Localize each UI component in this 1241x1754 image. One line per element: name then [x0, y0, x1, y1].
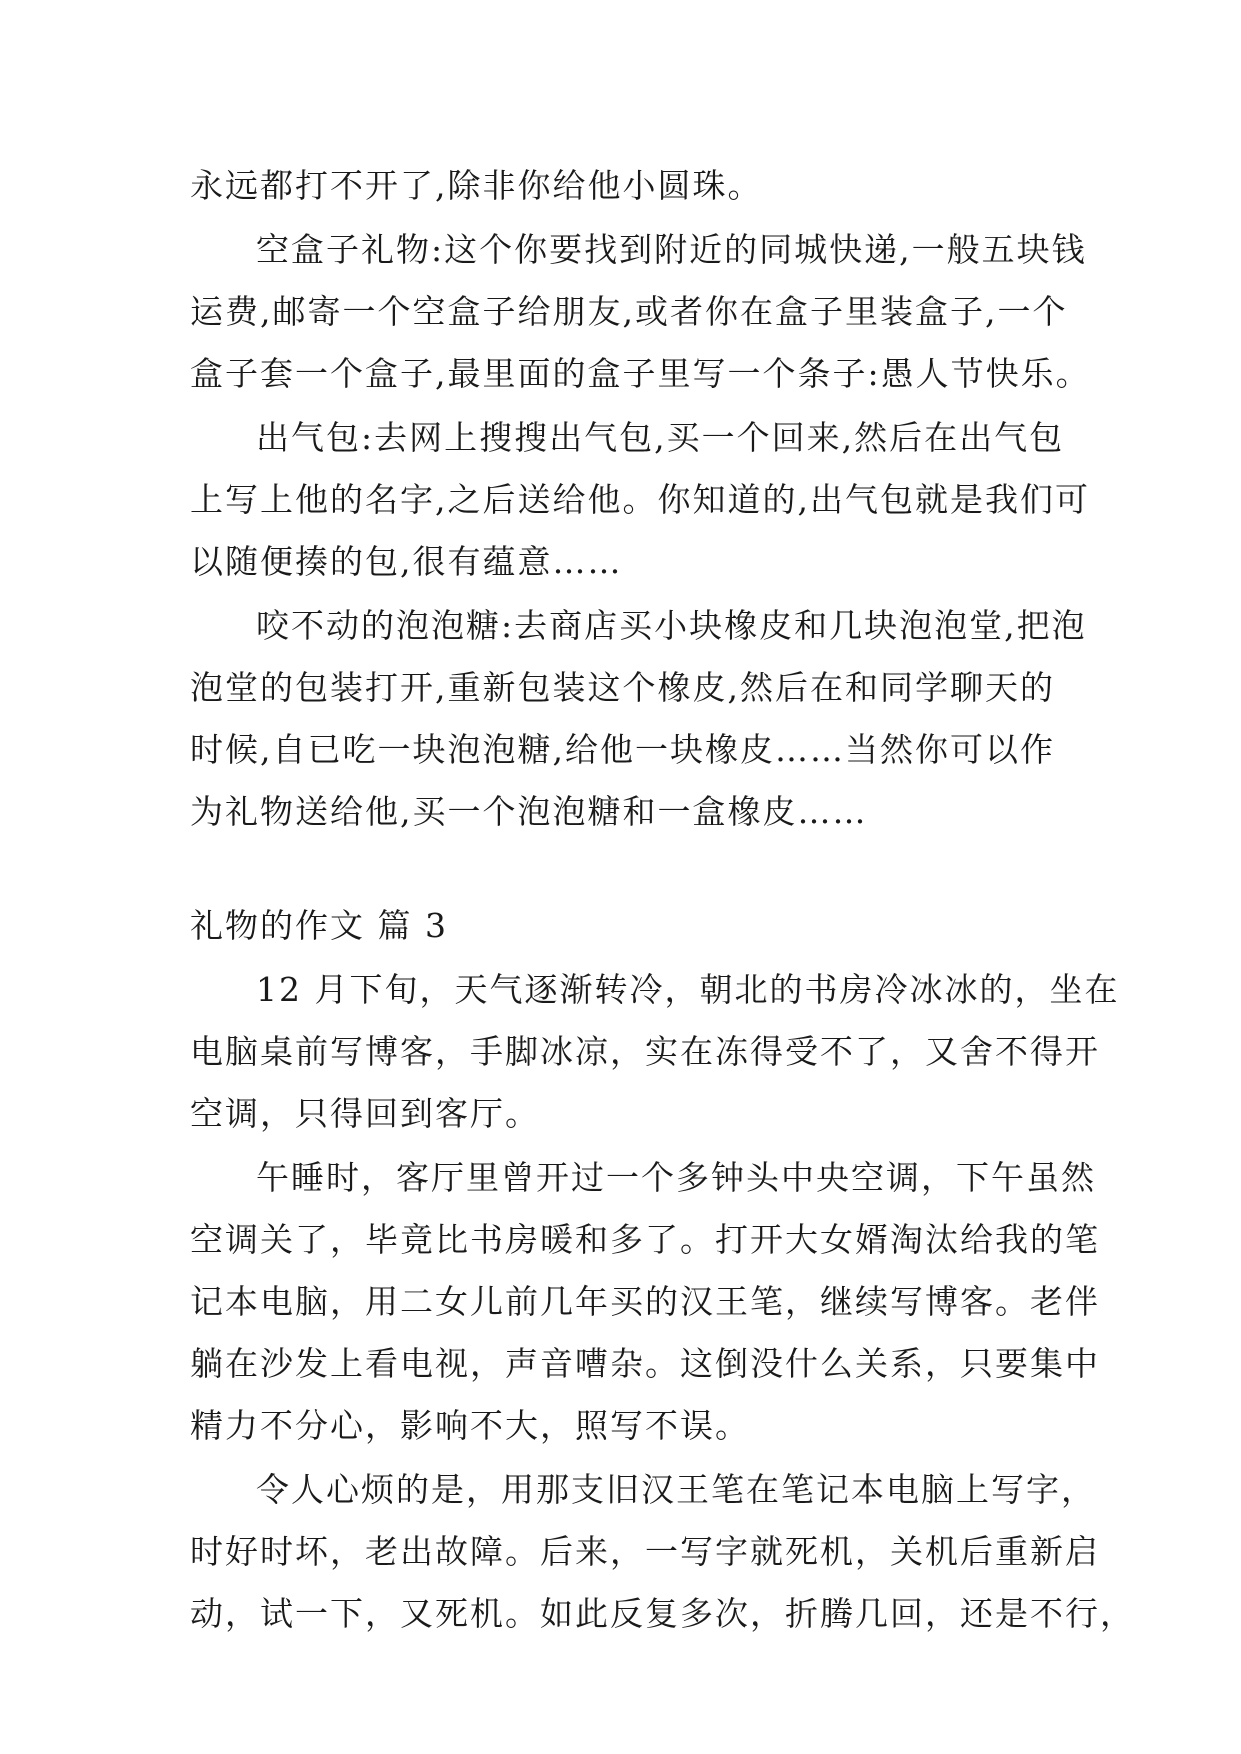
section-heading: 礼物的作文 篇 3 [190, 906, 448, 945]
paragraph-line: 精力不分心，影响不大，照写不误。 [190, 1406, 750, 1445]
paragraph-line: 动，试一下，又死机。如此反复多次，折腾几回，还是不行， [190, 1594, 1135, 1633]
paragraph-line: 泡堂的包装打开,重新包装这个橡皮,然后在和同学聊天的 [190, 668, 1055, 707]
paragraph-line: 永远都打不开了,除非你给他小圆珠。 [190, 166, 763, 205]
paragraph-line: 时候,自已吃一块泡泡糖,给他一块橡皮……当然你可以作 [190, 730, 1055, 769]
paragraph-line: 午睡时，客厅里曾开过一个多钟头中央空调，下午虽然 [256, 1158, 1096, 1197]
paragraph-line: 时好时坏，老出故障。后来，一写字就死机，关机后重新启 [190, 1532, 1100, 1571]
paragraph-line: 上写上他的名字,之后送给他。你知道的,出气包就是我们可 [190, 480, 1090, 519]
paragraph-line: 运费,邮寄一个空盒子给朋友,或者你在盒子里装盒子,一个 [190, 292, 1068, 331]
paragraph-line: 令人心烦的是，用那支旧汉王笔在笔记本电脑上写字， [256, 1470, 1096, 1509]
paragraph-line: 空调，只得回到客厅。 [190, 1094, 540, 1133]
paragraph-line: 为礼物送给他,买一个泡泡糖和一盒橡皮…… [190, 792, 868, 831]
paragraph-line: 记本电脑，用二女儿前几年买的汉王笔，继续写博客。老伴 [190, 1282, 1100, 1321]
paragraph-line: 盒子套一个盒子,最里面的盒子里写一个条子:愚人节快乐。 [190, 354, 1091, 393]
paragraph-line: 电脑桌前写博客，手脚冰凉，实在冻得受不了，又舍不得开 [190, 1032, 1100, 1071]
paragraph-line: 以随便揍的包,很有蕴意…… [190, 542, 623, 581]
paragraph-line: 空调关了，毕竟比书房暖和多了。打开大女婿淘汰给我的笔 [190, 1220, 1100, 1259]
paragraph-line: 12 月下旬，天气逐渐转冷，朝北的书房冷冰冰的，坐在 [256, 970, 1120, 1009]
paragraph-line: 空盒子礼物:这个你要找到附近的同城快递,一般五块钱 [256, 230, 1087, 269]
paragraph-line: 咬不动的泡泡糖:去商店买小块橡皮和几块泡泡堂,把泡 [256, 606, 1087, 645]
paragraph-line: 出气包:去网上搜搜出气包,买一个回来,然后在出气包 [256, 418, 1065, 457]
paragraph-line: 躺在沙发上看电视，声音嘈杂。这倒没什么关系，只要集中 [190, 1344, 1100, 1383]
